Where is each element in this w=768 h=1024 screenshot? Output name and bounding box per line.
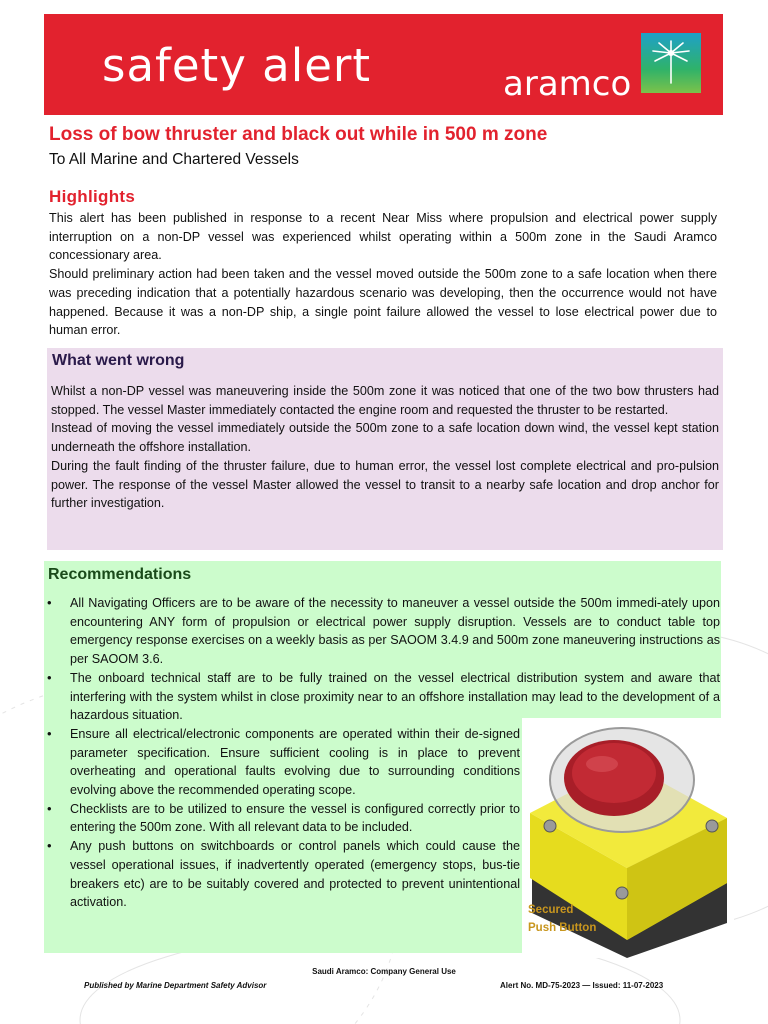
photo-caption-line: Secured — [528, 904, 574, 916]
recommendation-item: • All Navigating Officers are to be aware of the necessity to maneuver a vessel outside the 500m immedi-ately upon encountering ANY form of propulsion or electrical power supply disruption. Vessels are to conduct table top emergency response exercises on a weekly basis as per SAOOM 3.4.9 and 500m zone maneuvering instructions as per SAOOM 3.6. — [44, 594, 720, 669]
recommendations-heading: Recommendations — [48, 566, 192, 583]
what-went-wrong-section — [47, 348, 723, 550]
document-title: Loss of bow thruster and black out while in 500 m zone — [49, 124, 548, 145]
recommendation-item: • Checklists are to be utilized to ensure the vessel is configured correctly prior to entering the 500m zone. With all relevant data to be included. — [44, 800, 520, 837]
highlights-body — [49, 209, 717, 340]
recommendation-item: • Ensure all electrical/electronic components are operated within their de-signed parameter specification. Ensure sufficient cooling is in place to prevent overheating and operational faults evolving due to surrounding conditions evolving above the recommended operating scope. — [44, 725, 520, 800]
what-went-wrong-paragraph: During the fault finding of the thruster failure, due to human error, the vessel lost complete electrical and pro-pulsion power. The response of the vessel Master allowed the vessel to transit to a nearby safe location and drop anchor for further investigation. — [51, 458, 719, 511]
footer-classification: Saudi Aramco: Company General Use — [312, 967, 456, 976]
header-banner — [44, 14, 723, 115]
brand-wordmark: aramco — [503, 64, 632, 104]
footer-alert-info: Alert No. MD-75-2023 — Issued: 11-07-2023 — [500, 981, 664, 990]
photo-caption — [528, 901, 596, 937]
recommendation-item: • Any push buttons on switchboards or control panels which could cause the vessel operational issues, if inadvertently operated (emergency stops, bus-tie breakers etc) are to be suitably covered and protected to prevent unintentional activation. — [44, 837, 520, 912]
recommendation-item: • The onboard technical staff are to be fully trained on the vessel electrical distribution system and aware that interfering with the system whilst in close proximity near to an offshore installation may lead to the development of a hazardous situation. — [44, 669, 720, 725]
highlights-heading: Highlights — [49, 187, 136, 206]
what-went-wrong-paragraph: Whilst a non-DP vessel was maneuvering inside the 500m zone it was noticed that one of the two bow thrusters had stopped. The vessel Master immediately contacted the engine room and requested the thruster to be restarted. — [51, 384, 719, 417]
what-went-wrong-heading: What went wrong — [52, 352, 185, 369]
highlights-paragraph: This alert has been published in response to a recent Near Miss where propulsion and electrical power supply interruption on a non-DP vessel was experienced whilst operating within a 500m zone in the Saudi Aramco concessionary area. — [49, 211, 717, 263]
photo-caption-line: Push Button — [528, 922, 597, 934]
what-went-wrong-paragraph: Instead of moving the vessel immediately outside the 500m zone to a safe location down wind, the vessel kept station underneath the offshore installation. — [51, 421, 719, 455]
what-went-wrong-body — [51, 382, 719, 513]
document-subtitle: To All Marine and Chartered Vessels — [49, 151, 299, 168]
header-title: safety alert — [102, 39, 372, 92]
highlights-paragraph: Should preliminary action had been taken and the vessel moved outside the 500m zone to a safe location when there was preceding indication that a potentially hazardous scenario was developing, then the occurrence would not have happened. Because it was a non-DP ship, a single point failure allowed the vessel to lose electrical power due to human error. — [49, 267, 717, 338]
footer-publisher: Published by Marine Department Safety Advisor — [84, 981, 267, 990]
aramco-logo-icon — [641, 33, 701, 93]
